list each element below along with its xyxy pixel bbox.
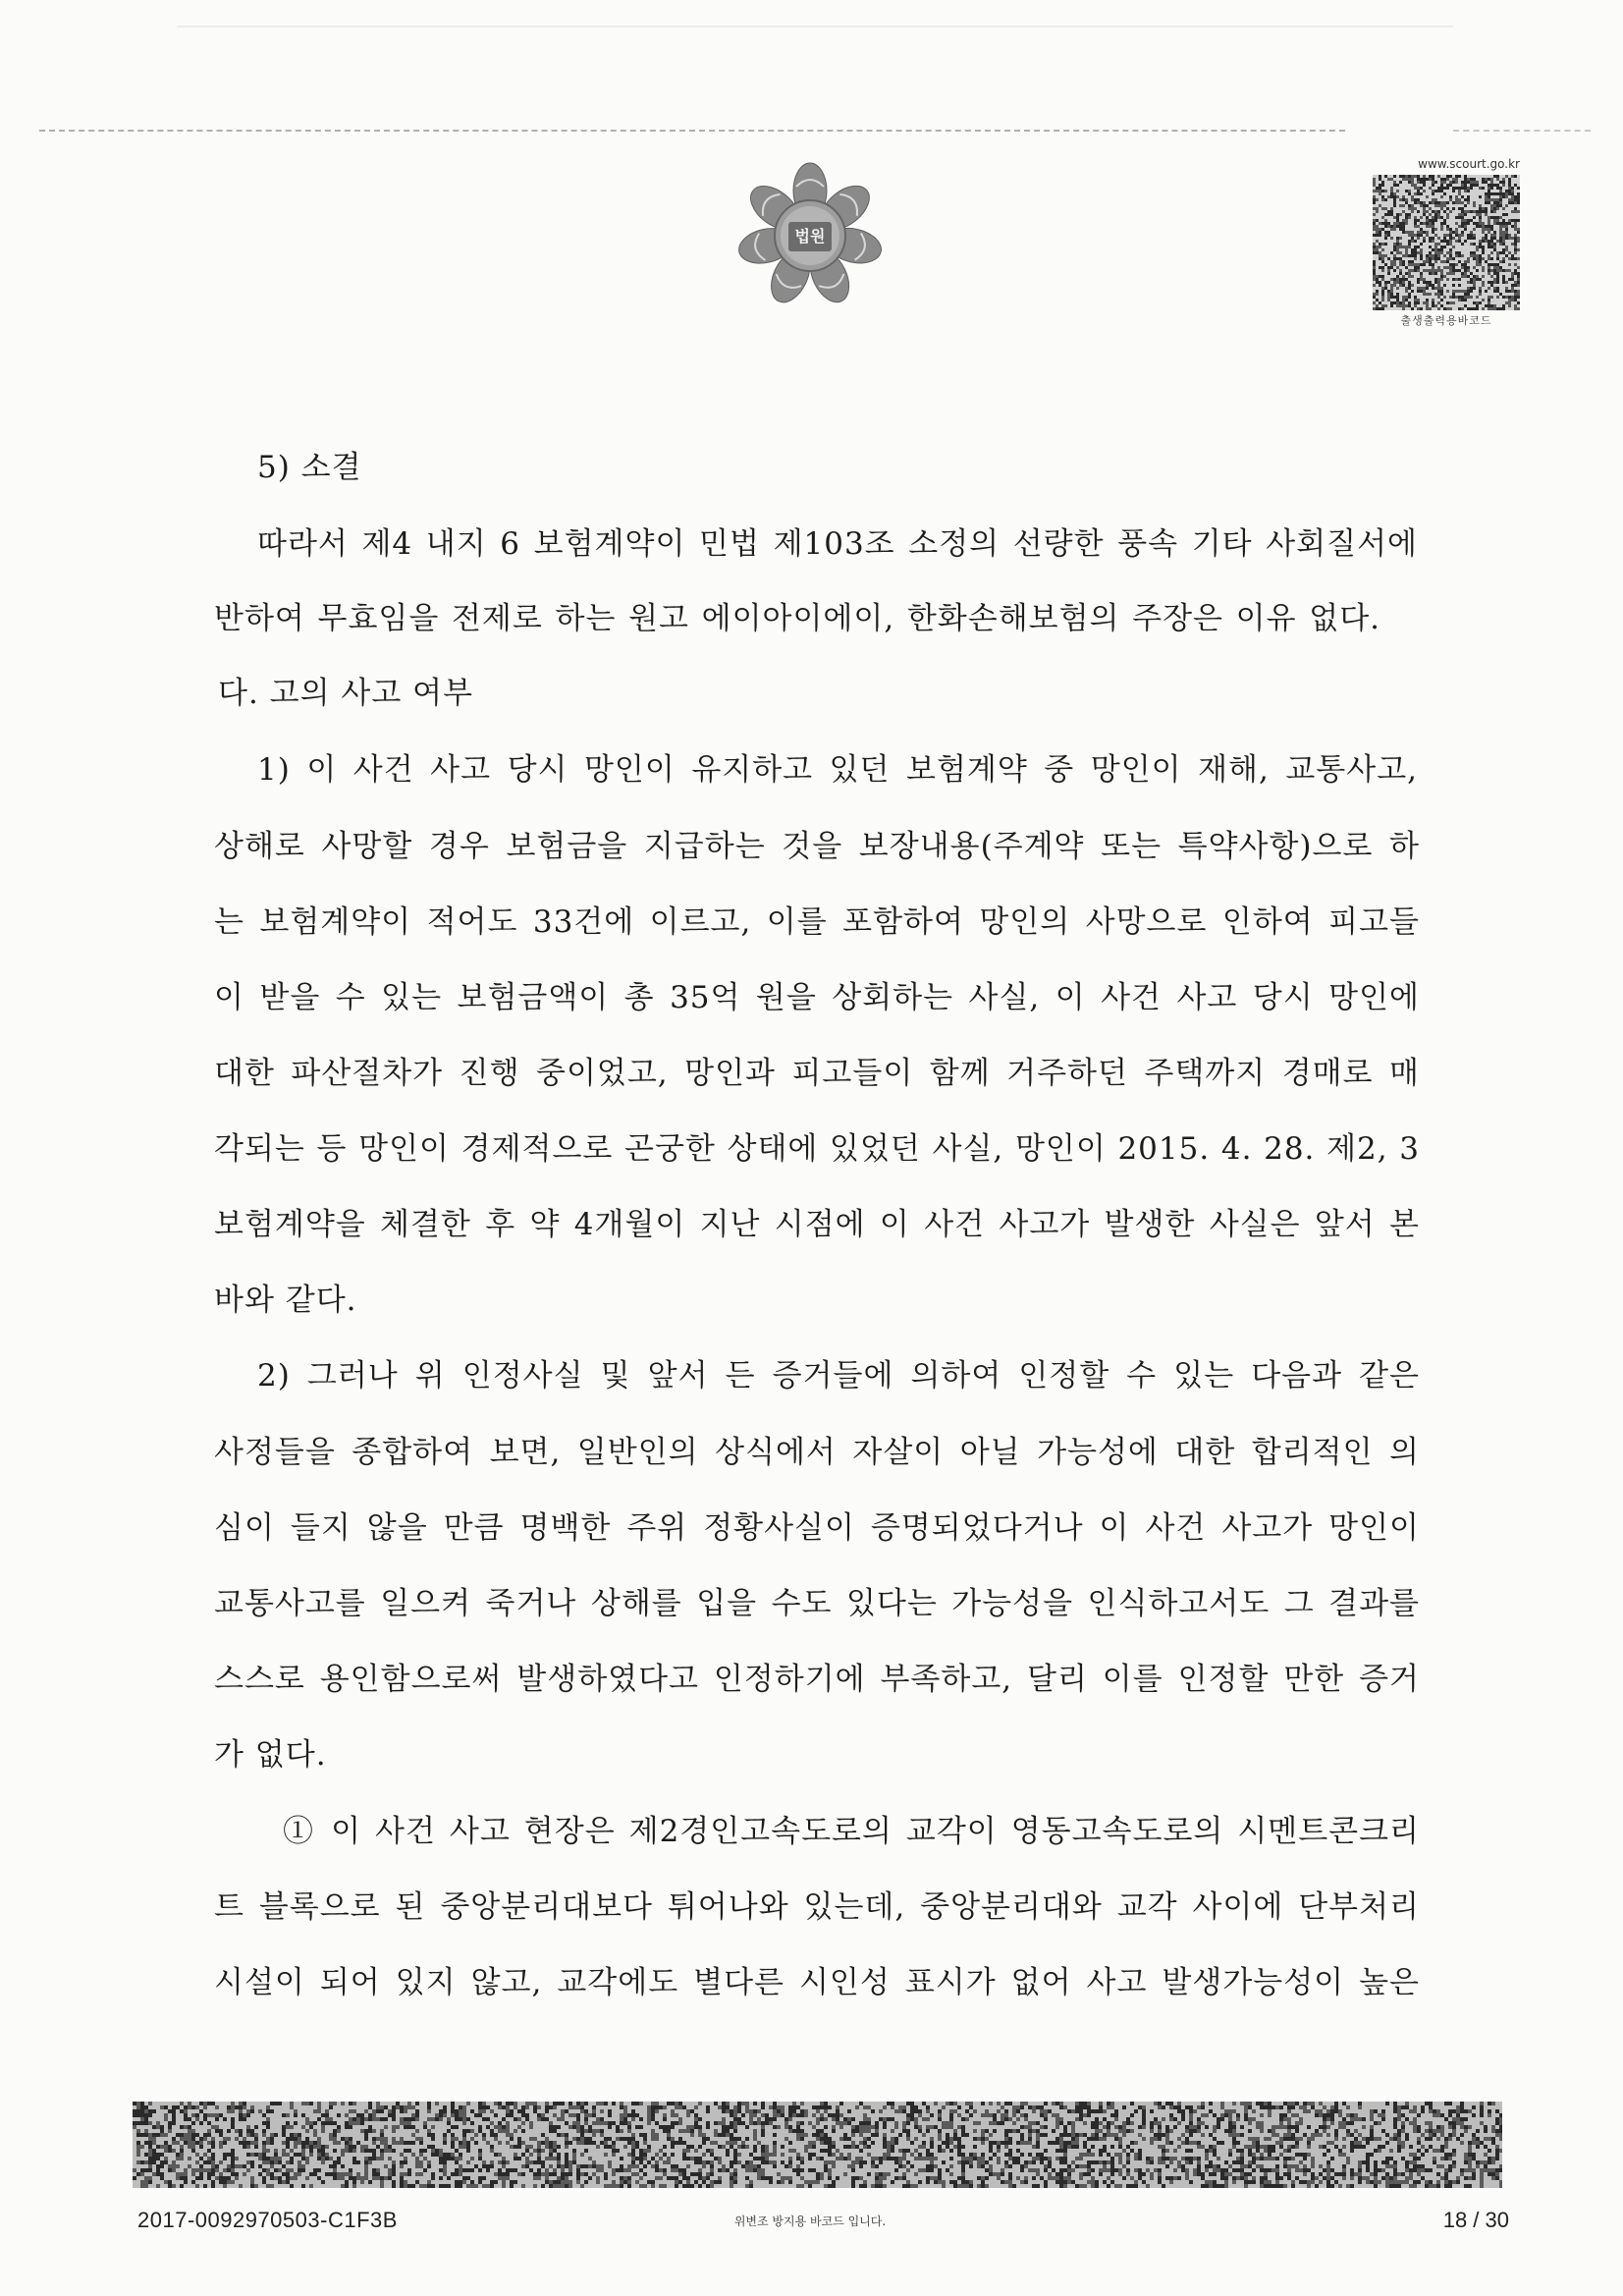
- body-line: 따라서 제4 내지 6 보험계약이 민법 제103조 소정의 선량한 풍속 기타 사회질서에: [257, 526, 1418, 562]
- section-heading: 다. 고의 사고 여부: [218, 676, 474, 711]
- barcode-note: 위변조 방지용 바코드 입니다.: [733, 2214, 887, 2228]
- body-line: 트 블록으로 된 중앙분리대보다 튀어나와 있는데, 중앙분리대와 교각 사이에 단부처리: [214, 1889, 1420, 1925]
- body-line: 시설이 되어 있지 않고, 교각에도 별다른 시인성 표시가 없어 사고 발생가능성이 높은: [214, 1965, 1420, 2000]
- body-line: 스스로 용인함으로써 발생하였다고 인정하기에 부족하고, 달리 이를 인정할 만한 증거: [214, 1662, 1420, 1697]
- header-separator: [39, 130, 1345, 132]
- body-line: 이 받을 수 있는 보험금액이 총 35억 원을 상회하는 사실, 이 사건 사고 당시 망인에: [214, 980, 1420, 1015]
- body-line: 가 없다.: [214, 1737, 327, 1773]
- body-line: ① 이 사건 사고 현장은 제2경인고속도로의 교각이 영동고속도로의 시멘트콘크리: [283, 1814, 1420, 1849]
- header-separator-right: [1453, 130, 1591, 132]
- document-id: 2017-0092970503-C1F3B: [137, 2208, 398, 2232]
- court-emblem: [731, 157, 889, 314]
- top-faint-rule: [177, 26, 1453, 27]
- body-line: 교통사고를 일으켜 죽거나 상해를 입을 수도 있다는 가능성을 인식하고서도 그 결과를: [214, 1586, 1420, 1621]
- body-line: 심이 들지 않을 만큼 명백한 주위 정황사실이 증명되었다거나 이 사건 사고가 망인이: [214, 1510, 1420, 1546]
- anti-forgery-barcode-icon: [133, 2102, 1502, 2188]
- emblem-label: 법원: [788, 222, 832, 251]
- body-line: 보험계약을 체결한 후 약 4개월이 지난 시점에 이 사건 사고가 발생한 사실은 앞서 본: [214, 1207, 1420, 1242]
- qr-url-text: www.scourt.go.kr: [1418, 157, 1520, 171]
- body-line: 는 보험계약이 적어도 33건에 이르고, 이를 포함하여 망인의 사망으로 인하여 피고들: [214, 904, 1420, 940]
- body-line: 2) 그러나 위 인정사실 및 앞서 든 증거들에 의하여 인정할 수 있는 다음과 같은: [257, 1358, 1420, 1394]
- body-line: 사정들을 종합하여 보면, 일반인의 상식에서 자살이 아닐 가능성에 대한 합리적인 의: [214, 1435, 1420, 1470]
- body-line: 반하여 무효임을 전제로 하는 원고 에이아이에이, 한화손해보험의 주장은 이유 없다.: [214, 601, 1380, 636]
- body-line: 상해로 사망할 경우 보험금을 지급하는 것을 보장내용(주계약 또는 특약사항)으로 하: [214, 829, 1420, 864]
- body-line: 대한 파산절차가 진행 중이었고, 망인과 피고들이 함께 거주하던 주택까지 경매로 매: [214, 1056, 1420, 1091]
- qr-code-icon: [1373, 175, 1520, 310]
- page-number: 18 / 30: [1442, 2208, 1509, 2232]
- body-line: 1) 이 사건 사고 당시 망인이 유지하고 있던 보험계약 중 망인이 재해, 교통사고,: [257, 752, 1418, 788]
- body-line: 바와 같다.: [214, 1283, 357, 1318]
- qr-caption: 출생출력용바코드: [1400, 314, 1492, 327]
- body-line: 각되는 등 망인이 경제적으로 곤궁한 상태에 있었던 사실, 망인이 2015. 4. 28. 제2, 3: [214, 1131, 1420, 1167]
- section-heading: 5) 소결: [257, 450, 362, 485]
